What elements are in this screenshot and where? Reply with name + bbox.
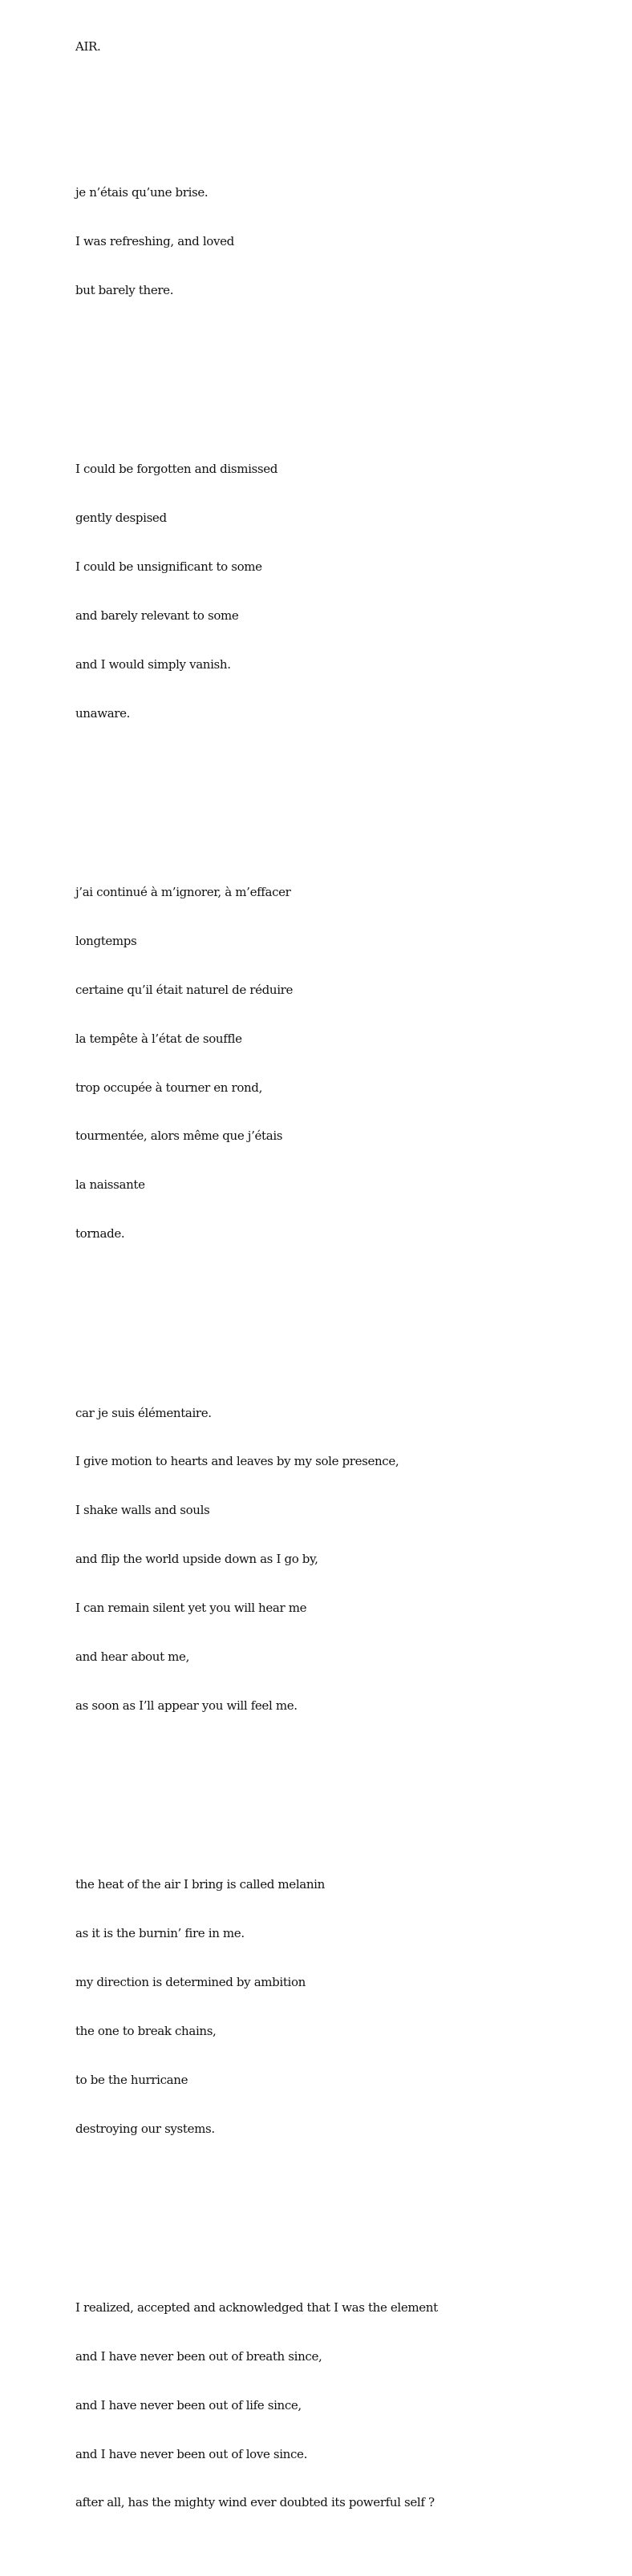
poem-line: I was refreshing, and loved (75, 234, 234, 249)
poem-line: I give motion to hearts and leaves by my sole presence, (75, 1454, 399, 1469)
poem-line: to be the hurricane (75, 2072, 188, 2087)
poem-line: car je suis élémentaire. (75, 1405, 212, 1420)
poem-line: destroying our systems. (75, 2121, 215, 2136)
stanza-gap (75, 1779, 438, 1795)
poem-line: the heat of the air I bring is called melanin (75, 1877, 325, 1892)
poem-line: my direction is determined by ambition (75, 1974, 306, 1989)
poem-line: and barely relevant to some (75, 608, 239, 623)
poem-line: but barely there. (75, 283, 174, 298)
stanza-4 (75, 1372, 438, 1746)
poem-line: tornade. (75, 1226, 125, 1242)
poem-line: I could be forgotten and dismissed (75, 462, 278, 477)
stanza-3 (75, 851, 438, 1274)
stanza-6 (75, 2267, 438, 2543)
poem-line: I can remain silent yet you will hear me (75, 1601, 307, 1616)
poem-line: j’ai continué à m’ignorer, à m’effacer (75, 885, 291, 900)
poem-line: gently despised (75, 511, 167, 526)
stanza-2 (75, 429, 438, 754)
poem-line: je n’étais qu’une brise. (75, 185, 209, 200)
poem-line: after all, has the mighty wind ever doubted its powerful self ? (75, 2495, 435, 2510)
stanza-gap (75, 2202, 438, 2218)
poem-line: and I would simply vanish. (75, 656, 231, 672)
poem-line: longtemps (75, 933, 137, 948)
poem-line: I realized, accepted and acknowledged that I was the element (75, 2299, 438, 2315)
poem-line: and hear about me, (75, 1649, 189, 1664)
poem-line: la naissante (75, 1177, 145, 1193)
poem-line: I shake walls and souls (75, 1503, 210, 1518)
stanza-gap (75, 786, 438, 802)
poem-line: and flip the world upside down as I go by, (75, 1552, 318, 1567)
poem-line: tourmentée, alors même que j’étais (75, 1129, 283, 1144)
poem-line: la tempête à l’état de souffle (75, 1031, 242, 1046)
stanza-1 (75, 152, 438, 331)
stanza-5 (75, 1844, 438, 2170)
poem-line: the one to break chains, (75, 2023, 217, 2038)
poem-line: I could be unsignificant to some (75, 559, 262, 575)
stanza-gap (75, 87, 438, 103)
poem-title: AIR. (75, 38, 101, 54)
stanza-gap (75, 364, 438, 380)
poem-line: and I have never been out of breath since, (75, 2348, 322, 2364)
poem-text (75, 6, 438, 2576)
poem-line: certaine qu’il était naturel de réduire (75, 982, 294, 997)
poem-line: as soon as I’ll appear you will feel me. (75, 1698, 298, 1713)
poem-line: unaware. (75, 705, 131, 721)
poem-line: and I have never been out of life since, (75, 2397, 302, 2412)
poem-line: and I have never been out of love since. (75, 2446, 307, 2461)
poem-line: as it is the burnin’ fire in me. (75, 1926, 245, 1941)
poem-line: trop occupée à tourner en rond, (75, 1080, 262, 1095)
stanza-gap (75, 1307, 438, 1323)
